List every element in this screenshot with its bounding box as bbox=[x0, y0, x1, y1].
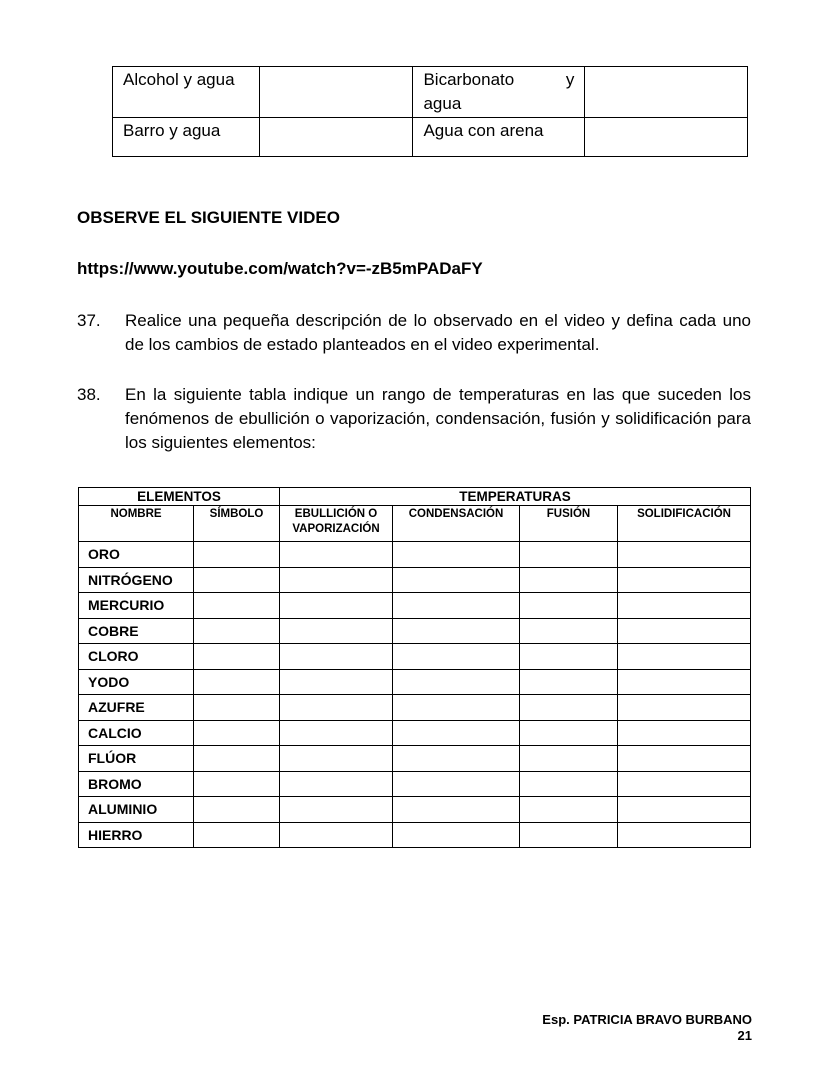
header-temperaturas: TEMPERATURAS bbox=[280, 488, 751, 506]
table-cell[interactable] bbox=[194, 771, 280, 797]
element-name: BROMO bbox=[79, 771, 194, 797]
mixture-label-part: y bbox=[565, 70, 575, 89]
table-cell[interactable] bbox=[520, 771, 618, 797]
table-row bbox=[79, 593, 751, 619]
table-cell[interactable] bbox=[520, 542, 618, 568]
table-cell[interactable] bbox=[280, 771, 393, 797]
table-row bbox=[113, 118, 748, 157]
table-cell[interactable] bbox=[393, 746, 520, 772]
page-number: 21 bbox=[737, 1028, 752, 1043]
table-cell[interactable] bbox=[280, 746, 393, 772]
table-row bbox=[79, 822, 751, 848]
table-cell[interactable] bbox=[618, 567, 751, 593]
table-cell[interactable] bbox=[280, 542, 393, 568]
table-cell[interactable] bbox=[280, 567, 393, 593]
mixture-label-part: Bicarbonato bbox=[423, 70, 515, 89]
table-cell[interactable] bbox=[393, 669, 520, 695]
table-cell[interactable] bbox=[618, 669, 751, 695]
table-cell[interactable] bbox=[280, 797, 393, 823]
table-cell[interactable] bbox=[618, 746, 751, 772]
header-elementos: ELEMENTOS bbox=[79, 488, 280, 506]
table-cell bbox=[585, 67, 748, 118]
question-text: En la siguiente tabla indique un rango de temperaturas en las que suceden los fenómenos de ebullición o vaporización, condensación, fusión y solidificación para los siguientes elementos: bbox=[125, 385, 751, 452]
table-cell[interactable] bbox=[393, 593, 520, 619]
table-cell[interactable] bbox=[618, 771, 751, 797]
table-row bbox=[79, 669, 751, 695]
table-cell[interactable] bbox=[520, 618, 618, 644]
table-cell[interactable] bbox=[194, 542, 280, 568]
table-cell[interactable] bbox=[520, 797, 618, 823]
element-name: AZUFRE bbox=[79, 695, 194, 721]
table-cell[interactable] bbox=[618, 797, 751, 823]
table-cell bbox=[259, 118, 413, 157]
element-name: MERCURIO bbox=[79, 593, 194, 619]
table-cell[interactable] bbox=[194, 567, 280, 593]
table-cell[interactable] bbox=[520, 644, 618, 670]
table-row bbox=[79, 797, 751, 823]
table-cell[interactable] bbox=[280, 720, 393, 746]
table-cell[interactable] bbox=[194, 797, 280, 823]
table-cell bbox=[413, 67, 585, 118]
col-condensacion: CONDENSACIÓN bbox=[393, 506, 520, 542]
mixture-label-part: agua bbox=[423, 94, 462, 113]
element-name: FLÚOR bbox=[79, 746, 194, 772]
table-cell[interactable] bbox=[393, 771, 520, 797]
table-cell[interactable] bbox=[194, 746, 280, 772]
table-row bbox=[113, 67, 748, 118]
table-cell[interactable] bbox=[520, 720, 618, 746]
elements-table-body bbox=[79, 542, 751, 848]
col-simbolo: SÍMBOLO bbox=[194, 506, 280, 542]
table-header-row bbox=[79, 488, 751, 506]
table-cell[interactable] bbox=[194, 822, 280, 848]
table-cell[interactable] bbox=[280, 644, 393, 670]
table-cell[interactable] bbox=[618, 593, 751, 619]
element-name: COBRE bbox=[79, 618, 194, 644]
element-name: YODO bbox=[79, 669, 194, 695]
table-row bbox=[79, 746, 751, 772]
element-name: NITRÓGENO bbox=[79, 567, 194, 593]
col-ebullicion: EBULLICIÓN O VAPORIZACIÓN bbox=[280, 506, 393, 542]
question-number: 38. bbox=[77, 385, 101, 404]
table-cell[interactable] bbox=[280, 822, 393, 848]
table-cell[interactable] bbox=[520, 695, 618, 721]
table-cell: Agua con arena bbox=[413, 118, 585, 157]
element-name: ORO bbox=[79, 542, 194, 568]
table-cell[interactable] bbox=[393, 720, 520, 746]
author-name: Esp. PATRICIA BRAVO BURBANO bbox=[542, 1012, 752, 1027]
table-cell[interactable] bbox=[520, 746, 618, 772]
table-row bbox=[79, 720, 751, 746]
table-cell[interactable] bbox=[393, 542, 520, 568]
table-row bbox=[79, 771, 751, 797]
col-fusion: FUSIÓN bbox=[520, 506, 618, 542]
table-cell[interactable] bbox=[520, 593, 618, 619]
table-cell[interactable] bbox=[393, 618, 520, 644]
table-row bbox=[79, 644, 751, 670]
table-cell[interactable] bbox=[618, 822, 751, 848]
table-cell[interactable] bbox=[194, 618, 280, 644]
table-cell[interactable] bbox=[520, 567, 618, 593]
table-cell[interactable] bbox=[393, 567, 520, 593]
table-cell[interactable] bbox=[280, 593, 393, 619]
video-link[interactable]: https://www.youtube.com/watch?v=-zB5mPADaFY bbox=[77, 259, 483, 278]
question-38 bbox=[77, 383, 751, 455]
table-cell[interactable] bbox=[194, 669, 280, 695]
question-text: Realice una pequeña descripción de lo observado en el video y defina cada uno de los cambios de estado planteados en el video experimental. bbox=[125, 311, 751, 354]
table-cell[interactable] bbox=[194, 720, 280, 746]
table-cell[interactable] bbox=[393, 797, 520, 823]
table-row bbox=[79, 618, 751, 644]
table-cell[interactable] bbox=[194, 593, 280, 619]
table-row bbox=[79, 695, 751, 721]
table-cell[interactable] bbox=[618, 644, 751, 670]
table-cell[interactable] bbox=[618, 542, 751, 568]
element-name: ALUMINIO bbox=[79, 797, 194, 823]
table-cell[interactable] bbox=[194, 695, 280, 721]
elements-temperature-table bbox=[78, 487, 751, 848]
question-number: 37. bbox=[77, 311, 101, 330]
table-row bbox=[79, 567, 751, 593]
table-row bbox=[79, 542, 751, 568]
table-cell[interactable] bbox=[393, 822, 520, 848]
question-37 bbox=[77, 309, 751, 357]
table-cell[interactable] bbox=[520, 822, 618, 848]
table-cell[interactable] bbox=[393, 644, 520, 670]
table-cell[interactable] bbox=[194, 644, 280, 670]
justified-line bbox=[423, 68, 574, 92]
section-heading: OBSERVE EL SIGUIENTE VIDEO bbox=[77, 208, 340, 227]
col-solidificacion: SOLIDIFICACIÓN bbox=[618, 506, 751, 542]
table-cell[interactable] bbox=[280, 695, 393, 721]
table-cell[interactable] bbox=[618, 720, 751, 746]
element-name: HIERRO bbox=[79, 822, 194, 848]
table-cell bbox=[585, 118, 748, 157]
table-cell[interactable] bbox=[280, 618, 393, 644]
table-cell[interactable] bbox=[520, 669, 618, 695]
mixtures-table bbox=[112, 66, 748, 157]
table-cell bbox=[259, 67, 413, 118]
element-name: CLORO bbox=[79, 644, 194, 670]
table-cell: Barro y agua bbox=[113, 118, 260, 157]
table-cell[interactable] bbox=[393, 695, 520, 721]
table-cell[interactable] bbox=[618, 618, 751, 644]
col-nombre: NOMBRE bbox=[79, 506, 194, 542]
table-cell: Alcohol y agua bbox=[113, 67, 260, 118]
element-name: CALCIO bbox=[79, 720, 194, 746]
table-cell[interactable] bbox=[618, 695, 751, 721]
table-subheader-row bbox=[79, 506, 751, 542]
page-footer bbox=[542, 1012, 752, 1044]
table-cell[interactable] bbox=[280, 669, 393, 695]
